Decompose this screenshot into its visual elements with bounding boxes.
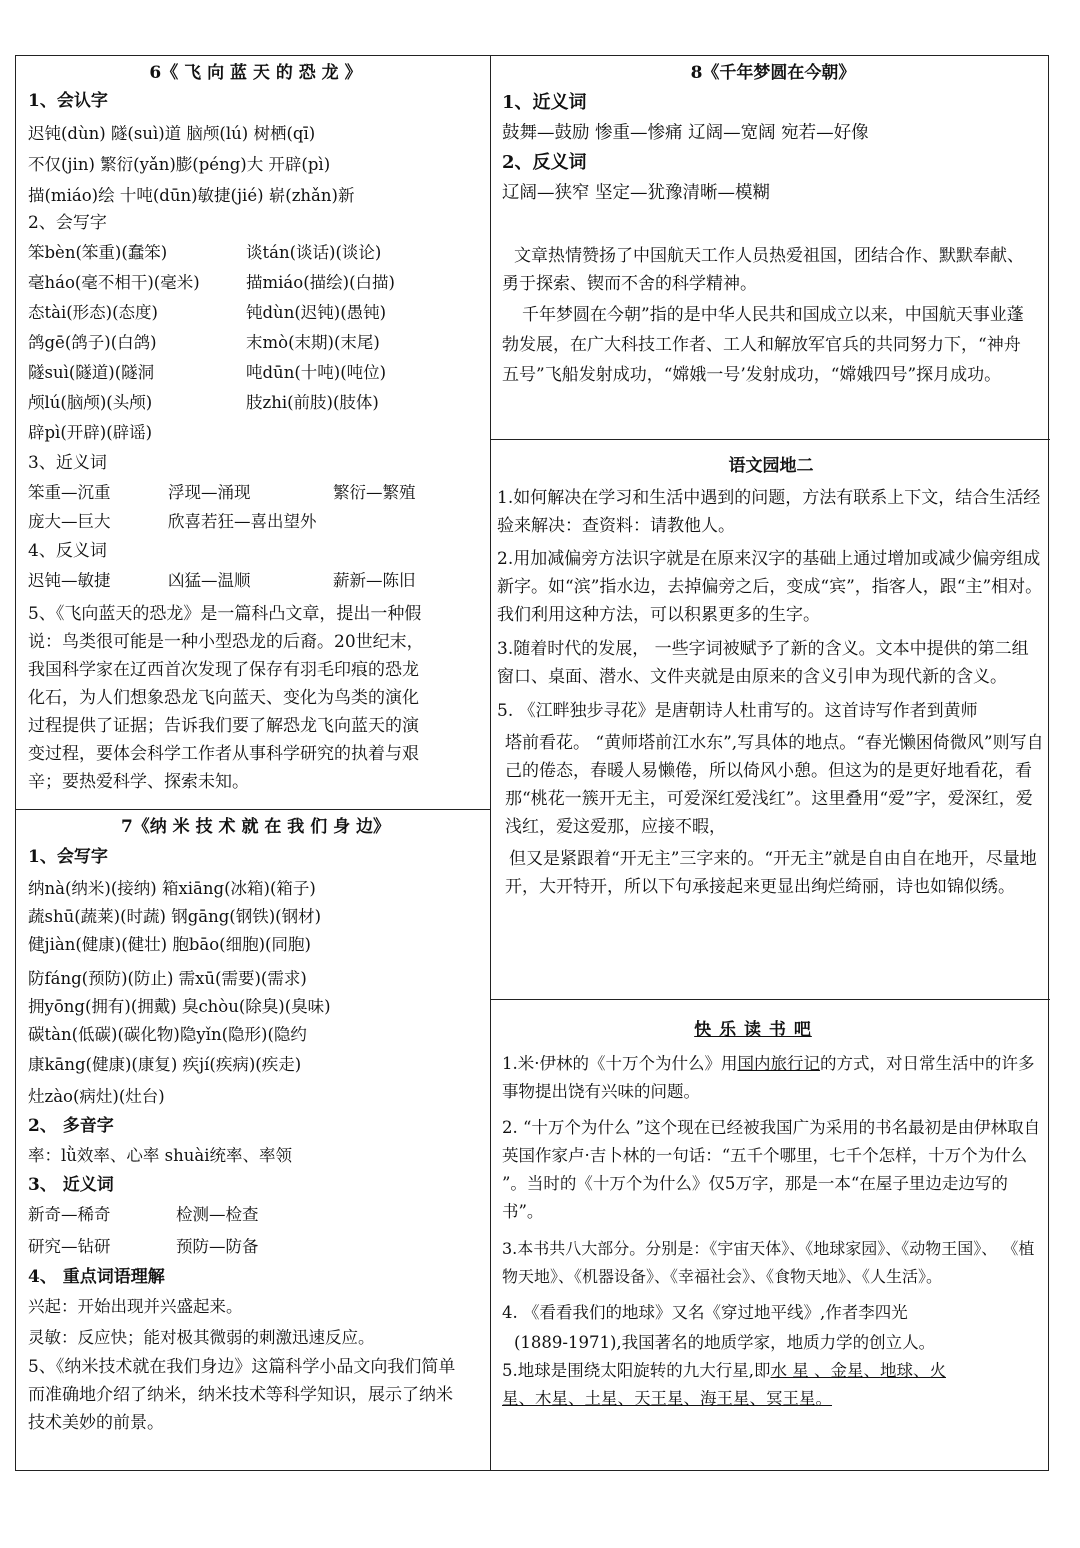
fanyi-row: 迟钝—敏捷 凶猛—温顺 薪新—陈旧 — [28, 571, 416, 590]
kuaile-item-4: 4. 《看看我们的地球》又名《穿过地平线》,作者李四光 — [502, 1303, 908, 1322]
lesson7-heading-xiezi: 1、会写字 — [28, 847, 108, 867]
duoyin-line: 率：lǜ效率、心率 shuài统率、率领 — [28, 1146, 292, 1165]
underlined-phrase: 水 星 、金星、地球、火 — [770, 1361, 946, 1380]
lesson8-title: 8《千年梦圆在今朝》 — [690, 63, 856, 83]
xiezi-row: 笨bèn(笨重)(蠢笨) 谈tán(谈话)(谈论) — [28, 243, 382, 262]
kuaile-item-5: 5.地球是围绕太阳旋转的九大行星,即水 星 、金星、地球、火 — [502, 1361, 946, 1380]
lesson6-heading-fanyi: 4、反义词 — [28, 541, 107, 561]
lesson6-summary: 5、《飞向蓝天的恐龙》是一篇科凸文章，提出一种假说：鸟类很可能是一种小型恐龙的后裔。20世纪末，我国科学家在辽西首次发现了保存有羽毛印痕的恐龙化石，为人们想象恐龙飞向蓝天、变化为鸟类的演化过程提供了证据；告诉我们要了解恐龙飞向蓝天的演变过程，要体会科学工作者从事科学研究的执着与艰辛；要热爱科学、探索未知。 — [28, 604, 424, 792]
yuwen-panel — [497, 448, 1045, 996]
xiezi-line: 纳nà(纳米)(接纳) 箱xiāng(冰箱)(箱子) — [28, 879, 316, 898]
xiezi-line: 防fáng(预防)(防止) 需xū(需要)(需求) — [28, 969, 307, 988]
lesson7-panel — [28, 816, 483, 1466]
yuwen-item-5-body: 塔前看花。 “黄师塔前江水东”,写具体的地点。“春光懒困倚微风”则写自己的倦态，春暖人易懒倦，所以倚风小憩。但这为的是更好地看花，看那“桃花一簇开无主，可爱深红爱浅红”。这里叠用“爱”字，爱深红，爱浅红，爱这爱那，应接不暇， — [505, 733, 1044, 837]
lesson6-heading-renzi: 1、会认字 — [28, 91, 108, 111]
lesson6-title: 6《 飞 向 蓝 天 的 恐 龙 》 — [149, 63, 362, 83]
lesson6-panel — [28, 62, 483, 807]
lesson6-heading-xiezi: 2、会写字 — [28, 213, 107, 233]
lesson8-panel — [502, 62, 1044, 437]
xiezi-line: 蔬shū(蔬莱)(时蔬) 钢gāng(钢铁)(钢材) — [28, 907, 322, 926]
lesson8-heading-fanyi: 2、反义词 — [502, 152, 587, 173]
xiezi-line: 灶zào(病灶)(灶台) — [28, 1087, 165, 1106]
kuaile-item-5-cont — [502, 1385, 1044, 1413]
jinyi-line: 鼓舞—鼓励 惨重—惨痛 辽阔—宽阔 宛若—好像 — [502, 123, 869, 143]
lesson7-heading-jinyi: 3、 近义词 — [28, 1175, 114, 1195]
underlined-phrase: 国内旅行记 — [737, 1054, 820, 1073]
lesson7-title: 7《纳 米 技 术 就 在 我 们 身 边》 — [120, 817, 391, 837]
xiezi-line: 康kāng(健康)(康复) 疾jí(疾病)(疾走) — [28, 1055, 302, 1074]
xiezi-line: 拥yōng(拥有)(拥戴) 臭chòu(除臭)(臭味) — [28, 997, 331, 1016]
fanyi-line: 辽阔—狭窄 坚定—犹豫清晰—模糊 — [502, 183, 771, 203]
yuwen-item-5-tail: 但又是紧跟着“开无主”三字来的。“开无主”就是自由自在地开，尽量地开，大开特开，所以下句承接起来更显出绚烂绮丽，诗也如锦似绣。 — [505, 849, 1037, 897]
xiezi-line: 健jiàn(健康)(健壮) 胞bāo(细胞)(同胞) — [28, 935, 311, 954]
yuwen-title: 语文园地二 — [728, 456, 814, 476]
kuaile-item-1: 1.米·伊林的《十万个为什么》用国内旅行记的方式，对日常生活中的许多事物提出饶有兴味的问题。 — [502, 1054, 1035, 1101]
xiezi-line: 碳tàn(低碳)(碳化物)隐yǐn(隐形)(隐约 — [28, 1025, 307, 1044]
lesson8-heading-jinyi: 1、近义词 — [502, 92, 587, 113]
lesson7-heading-duoyin: 2、 多音字 — [28, 1116, 114, 1136]
xiezi-row: 态tài(形态)(态度) 钝dùn(迟钝)(愚钝) — [28, 303, 387, 322]
kuaile-title: 快 乐 读 书 吧 — [694, 1020, 812, 1040]
lesson8-paragraph-1: 文章热情赞扬了中国航天工作人员热爱祖国，团结合作、默默奉献、勇于探索、锲而不舍的科学精神。 — [502, 246, 1024, 294]
jinyi-row: 庞大—巨大 欣喜若狂—喜出望外 — [28, 512, 317, 531]
section-divider — [490, 999, 1050, 1000]
ciyu-line: 灵敏：反应快；能对极其微弱的刺激迅速反应。 — [28, 1328, 375, 1347]
underlined-phrase: 星、木星、土星、天王星、海王星、冥王星。 — [502, 1389, 832, 1408]
lesson7-summary: 5、《纳米技术就在我们身边》这篇科学小品文向我们简单而准确地介绍了纳米，纳米技术等科学知识，展示了纳米技术美妙的前景。 — [28, 1357, 456, 1433]
yuwen-item-5-head: 5. 《江畔独步寻花》是唐朝诗人杜甫写的。这首诗写作者到黄师 — [497, 701, 978, 721]
kuaile-panel — [502, 1012, 1044, 1467]
lesson6-heading-jinyi: 3、近义词 — [28, 453, 107, 473]
kuaile-item-4-cont: (1889-1971),我国著名的地质学家，地质力学的创立人。 — [514, 1333, 936, 1352]
jinyi-row: 笨重—沉重 浮现—涌现 繁衍—繁殖 — [28, 483, 416, 502]
kuaile-item-2: 2. “十万个为什么 ”这个现在已经被我国广为采用的书名最初是由伊林取自英国作家卢·吉卜林的一句话：“五千个哪里，七千个怎样，十万个为什么 ”。当时的《十万个为什么》仅5万字，那是一本“在屋子里边走边写的书”。 — [502, 1118, 1041, 1221]
content-sheet — [15, 55, 1049, 1471]
section-divider — [16, 809, 490, 810]
section-divider — [490, 439, 1050, 440]
renzi-line: 迟钝(dùn) 隧(suì)道 脑颅(lú) 树栖(qī) — [28, 124, 316, 143]
lesson8-paragraph-2: 千年梦圆在今朝”指的是中华人民共和国成立以来，中国航天事业蓬勃发展，在广大科技工作者、工人和解放军官兵的共同努力下，“神舟五号”飞船发射成功，“嫦娥一号’发射成功，“嫦娥四号”探月成功。 — [502, 305, 1024, 385]
renzi-line: 不仅(jin) 繁衍(yǎn)膨(péng)大 开辟(pì) — [28, 155, 331, 174]
jinyi-row: 新奇—稀奇 检测—检查 — [28, 1205, 259, 1224]
yuwen-item-3: 3.随着时代的发展， 一些字词被赋予了新的含义。文本中提供的第二组窗口、桌面、潜水、文件夹就是由原来的含义引申为现代新的含义。 — [497, 639, 1029, 687]
kuaile-item-3: 3.本书共八大部分。分别是：《宇宙天体》、《地球家园》、《动物王国》、 《植物天地》、《机器设备》、《幸福社会》、《食物天地》、《人生活》。 — [502, 1239, 1035, 1286]
column-divider — [490, 56, 491, 1470]
lesson7-heading-ciyu: 4、 重点词语理解 — [28, 1267, 165, 1287]
yuwen-item-1: 1.如何解决在学习和生活中遇到的问题，方法有联系上下文，结合生活经验来解决：查资料：请教他人。 — [497, 488, 1041, 536]
renzi-line: 描(miáo)绘 十吨(dūn)敏捷(jié) 崭(zhǎn)新 — [28, 186, 355, 205]
xiezi-row: 毫háo(毫不相干)(毫米) 描miáo(描绘)(白描) — [28, 273, 395, 292]
yuwen-item-2: 2.用加减偏旁方法识字就是在原来汉字的基础上通过增加或减少偏旁组成新字。如“滨”指水边，去掉偏旁之后，变成“宾”，指客人，跟“主”相对。我们利用这种方法，可以积累更多的生字。 — [497, 549, 1043, 625]
jinyi-row: 研究—钻研 预防—防备 — [28, 1237, 259, 1256]
ciyu-line: 兴起：开始出现并兴盛起来。 — [28, 1297, 243, 1316]
xiezi-row: 隧suì(隧道)(隧洞 吨dūn(十吨)(吨位) — [28, 363, 387, 382]
xiezi-row: 鸽gē(鸽子)(白鸽) 末mò(末期)(末尾) — [28, 333, 380, 352]
xiezi-row: 辟pì(开辟)(辟谣) — [28, 423, 153, 442]
xiezi-row: 颅lú(脑颅)(头颅) 肢zhi(前肢)(肢体) — [28, 393, 379, 412]
